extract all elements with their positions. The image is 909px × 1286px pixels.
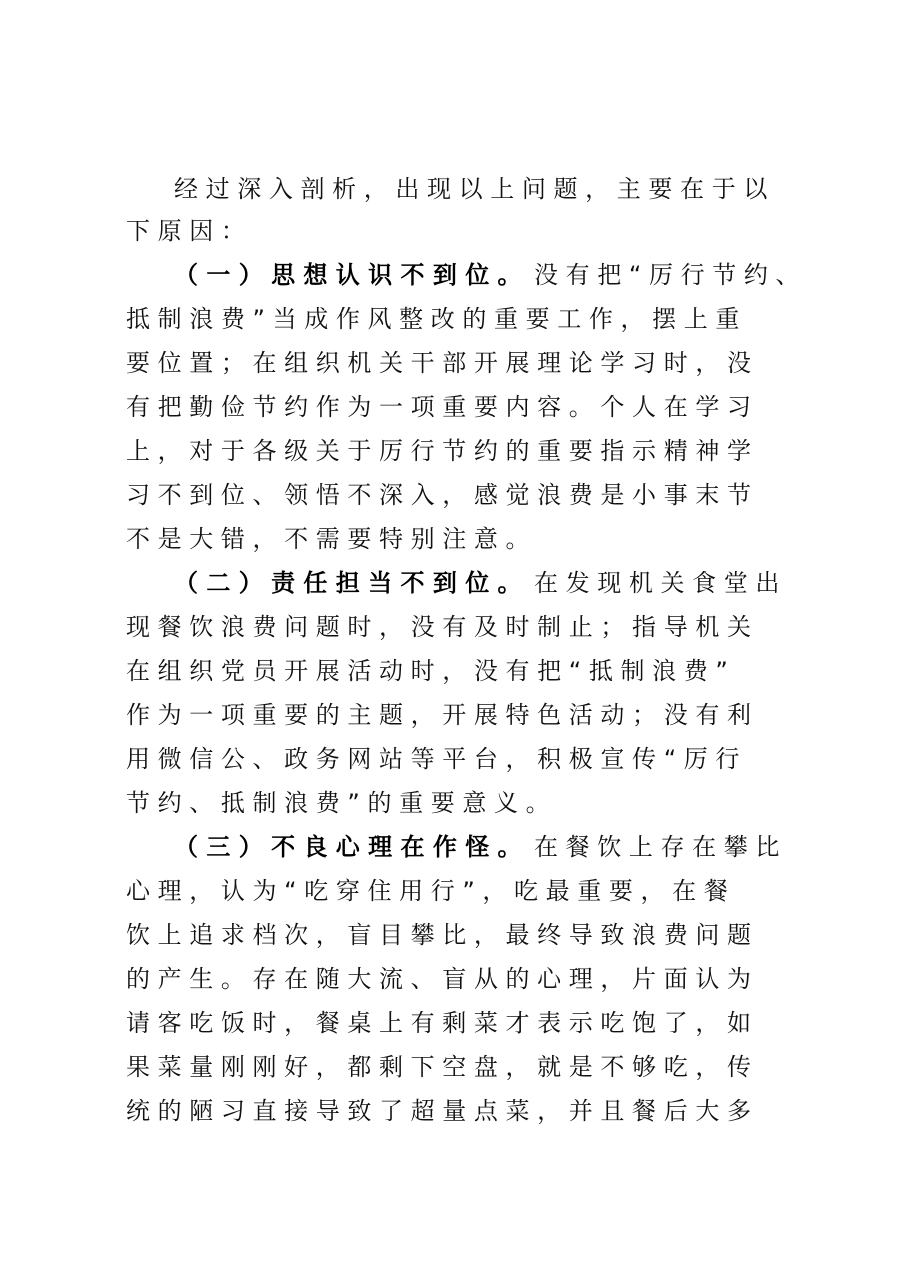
section-1-line-7: 不 是 大 错 ， 不 需 要 特 别 注 意 。 — [126, 525, 530, 553]
section-2-line-5: 用 微 信 公 、 政 务 网 站 等 平 台 ， 积 极 宣 传 “ 厉 行 — [126, 745, 740, 773]
section-1-line-6: 习 不 到 位 、 领 悟 不 深 入 ， 感 觉 浪 费 是 小 事 末 节 — [126, 481, 751, 509]
section-3-line-6: 果 菜 量 刚 刚 好 ， 都 剩 下 空 盘 ， 就 是 不 够 吃 ， 传 — [126, 1053, 751, 1081]
section-2-line-1: 在 发 现 机 关 食 堂 出 — [534, 569, 780, 597]
section-1-line-2: 抵 制 浪 费 ” 当 成 作 风 整 改 的 重 要 工 作 ， 摆 上 重 — [126, 305, 740, 333]
section-1-line-1: 没 有 把 “ 厉 行 节 约 、 — [534, 261, 800, 289]
section-2-heading: （ 二 ） 责 任 担 当 不 到 位 。 — [174, 569, 522, 597]
section-3-line-7: 统 的 陋 习 直 接 导 致 了 超 量 点 菜 ， 并 且 餐 后 大 多 — [126, 1097, 751, 1125]
section-3-heading: （ 三 ） 不 良 心 理 在 作 怪 。 — [174, 833, 522, 861]
section-1-line-5: 上 ， 对 于 各 级 关 于 厉 行 节 约 的 重 要 指 示 精 神 学 — [126, 437, 751, 465]
section-3-line-5: 请 客 吃 饭 时 ， 餐 桌 上 有 剩 菜 才 表 示 吃 饱 了 ， 如 — [126, 1009, 751, 1037]
section-3-line-2: 心 理 ， 认 为 “ 吃 穿 住 用 行 ” ， 吃 最 重 要 ， 在 餐 — [126, 877, 728, 905]
paragraph-1-line-1: 经 过 深 入 剖 析 ， 出 现 以 上 问 题 ， 主 要 在 于 以 — [174, 175, 768, 203]
section-3-line-1: 在 餐 饮 上 存 在 攀 比 — [534, 833, 780, 861]
section-2-line-4: 作 为 一 项 重 要 的 主 题 ， 开 展 特 色 活 动 ； 没 有 利 — [126, 701, 751, 729]
section-3-line-3: 饮 上 追 求 档 次 ， 盲 目 攀 比 ， 最 终 导 致 浪 费 问 题 — [126, 921, 751, 949]
section-2-line-2: 现 餐 饮 浪 费 问 题 时 ， 没 有 及 时 制 止 ； 指 导 机 关 — [126, 613, 751, 641]
section-3-line-4: 的 产 生 。 存 在 随 大 流 、 盲 从 的 心 理 ， 片 面 认 为 — [126, 965, 751, 993]
paragraph-1-line-2: 下 原 因 ： — [126, 217, 245, 245]
section-1-heading: （ 一 ） 思 想 认 识 不 到 位 。 — [174, 261, 522, 289]
section-1-line-4: 有 把 勤 俭 节 约 作 为 一 项 重 要 内 容 。 个 人 在 学 习 — [126, 393, 751, 421]
section-2-line-3: 在 组 织 党 员 开 展 活 动 时 ， 没 有 把 “ 抵 制 浪 费 ” — [126, 657, 728, 685]
section-2-line-6: 节 约 、 抵 制 浪 费 ” 的 重 要 意 义 。 — [126, 789, 550, 817]
section-1-line-3: 要 位 置 ； 在 组 织 机 关 干 部 开 展 理 论 学 习 时 ， 没 — [126, 349, 751, 377]
